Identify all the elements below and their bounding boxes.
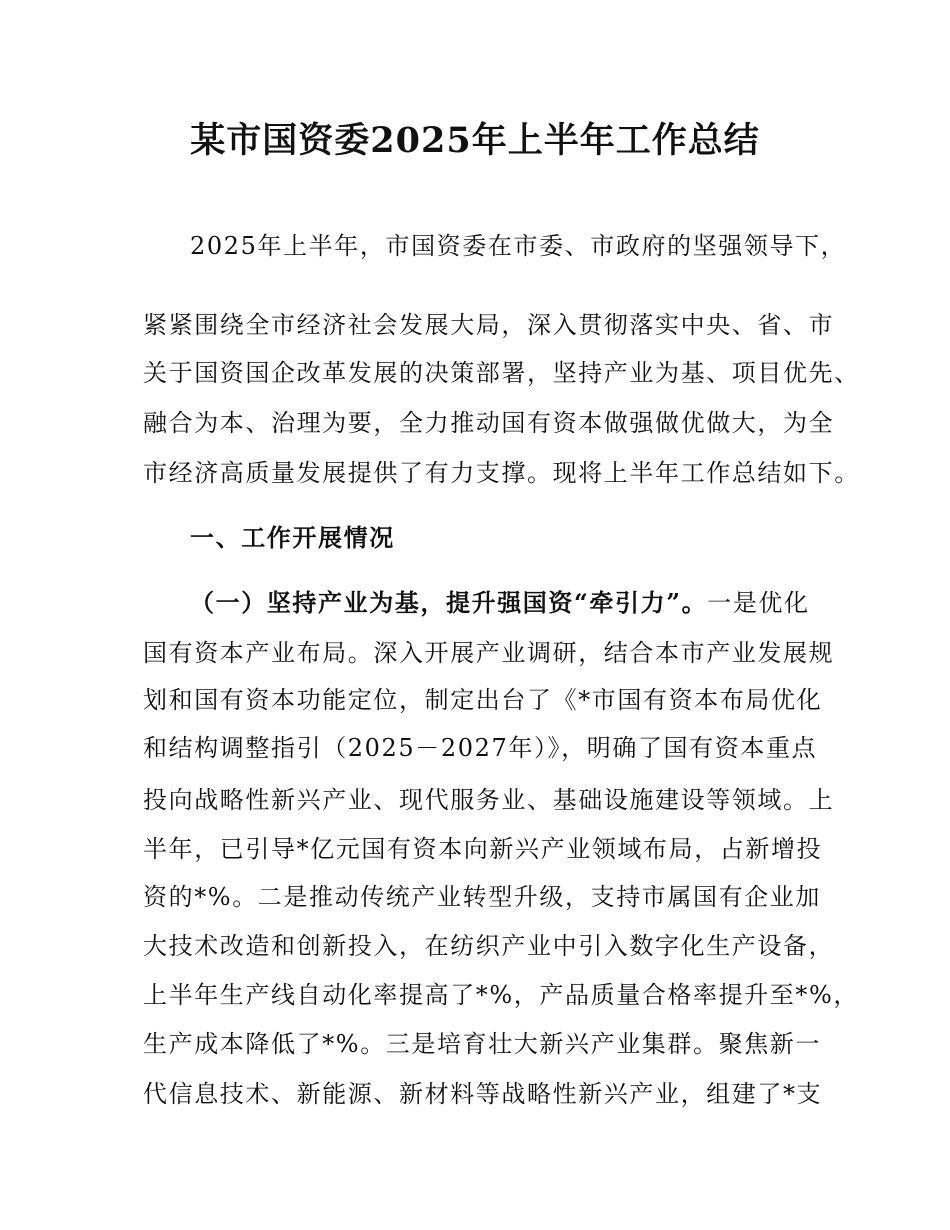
- body-line-4: 投向战略性新兴产业、现代服务业、基础设施建设等领域。上: [143, 786, 835, 814]
- body-line-8: 上半年生产线自动化率提高了*%，产品质量合格率提升至*%，: [143, 981, 860, 1009]
- intro-line-3: 关于国资国企改革发展的决策部署，坚持产业为基、项目优先、: [143, 359, 860, 387]
- intro-line-2: 紧紧围绕全市经济社会发展大局，深入贯彻落实中央、省、市: [143, 311, 835, 339]
- body-line-9: 生产成本降低了*%。三是培育壮大新兴产业集群。聚焦新一: [143, 1030, 822, 1058]
- body-line-5: 半年，已引导*亿元国有资本向新兴产业领域布局，占新增投: [143, 835, 823, 863]
- body-line-3: 和结构调整指引（2025－2027年）》，明确了国有资本重点: [143, 734, 818, 762]
- body-line-10: 代信息技术、新能源、新材料等战略性新兴产业，组建了*支: [143, 1080, 823, 1108]
- body-line-6: 资的*%。二是推动传统产业转型升级，支持市属国有企业加: [143, 883, 822, 911]
- intro-line-1: 2025年上半年，市国资委在市委、市政府的坚强领导下，: [190, 232, 847, 260]
- body-line-7: 大技术改造和创新投入，在纺织产业中引入数字化生产设备，: [143, 932, 835, 960]
- intro-line-4: 融合为本、治理为要，全力推动国有资本做强做优做大，为全: [143, 409, 835, 437]
- document-title: 某市国资委2025年上半年工作总结: [190, 120, 760, 161]
- subsection-first-line-rest: 一是优化: [707, 589, 810, 617]
- body-line-1: 国有资本产业布局。深入开展产业调研，结合本市产业发展规: [143, 639, 835, 667]
- subsection-heading: （一）坚持产业为基，提升强国资“牵引力”。: [190, 588, 708, 617]
- body-line-2: 划和国有资本功能定位，制定出台了《*市国有资本布局优化: [143, 686, 823, 714]
- section-heading: 一、工作开展情况: [190, 523, 395, 552]
- subsection-first-line: [190, 583, 810, 623]
- intro-line-5: 市经济高质量发展提供了有力支撑。现将上半年工作总结如下。: [143, 459, 860, 487]
